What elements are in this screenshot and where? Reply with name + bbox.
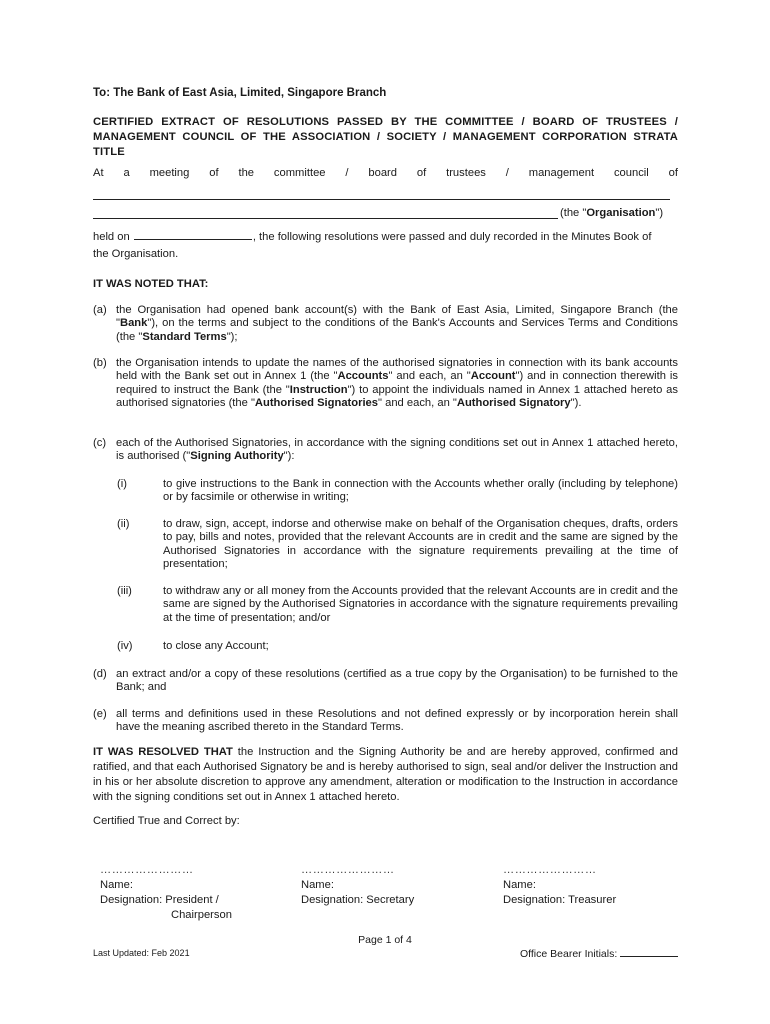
organisation-name-blank-line-1[interactable] (93, 199, 670, 200)
name-label: Name: (503, 879, 536, 891)
clause-a: (a) the Organisation had opened bank account(s) with the Bank of East Asia, Limited, Singapore Branch (the "Bank"), on the terms and subject to the conditions of the Bank's Accounts and Services Terms and Conditions (the "Standard Terms"); (93, 304, 678, 343)
clause-c: (c) each of the Authorised Signatories, in accordance with the signing conditions set out in Annex 1 attached hereto, is authorised ("Signing Authority"): (93, 437, 678, 463)
clause-c-i: (i) to give instructions to the Bank in connection with the Accounts whether orally (including by telephone) or by facsimile or otherwise in writing; (117, 478, 678, 504)
meeting-word: board (368, 167, 397, 179)
clause-c-iv: (iv) to close any Account; (117, 640, 269, 652)
designation-label: Designation: Secretary (301, 894, 415, 906)
meeting-word: of (668, 167, 678, 179)
clause-b: (b) the Organisation intends to update the names of the authorised signatories in connection with its bank accounts held with the Bank set out in Annex 1 (the "Accounts" and each, an "Account") and in connection therewith is required to instruct the Bank (the "Instruction") to appoint the individuals named in Annex 1 attached hereto as authorised signatories (the "Authorised Signatories" and each, an "Authorised Signatory"). (93, 357, 678, 409)
signature-block-president[interactable] (100, 863, 232, 923)
meeting-word: trustees (446, 167, 486, 179)
signature-line[interactable]: …………………… (503, 864, 597, 876)
meeting-word: the (238, 167, 255, 179)
meeting-word: At (93, 167, 104, 179)
meeting-word: management (528, 167, 595, 179)
clause-c-iii: (iii) to withdraw any or all money from the Accounts provided that the relevant Accounts are in credit and the same are signed by the Authorised Signatories in accordance with the signature requirements prevailing at the time of presentation; and/or (117, 585, 678, 624)
name-label: Name: (301, 879, 334, 891)
designation-label-cont: Chairperson (171, 909, 232, 921)
clause-c-ii: (ii) to draw, sign, accept, indorse and otherwise make on behalf of the Organisation cheques, drafts, orders to pay, bills and notes, provided that the relevant Accounts are in credit and the same are signed by the Authorised Signatories in accordance with the signature requirements prevailing at the time of presentation; (117, 518, 678, 570)
held-on-line: held on , the following resolutions were passed and duly recorded in the Minutes Book of (93, 228, 651, 243)
meeting-word: a (123, 167, 130, 179)
meeting-word: of (416, 167, 427, 179)
clause-e: (e) all terms and definitions used in these Resolutions and not defined expressly or by incorporation herein shall have the meaning ascribed thereto in the Standard Terms. (93, 708, 678, 734)
clause-d: (d) an extract and/or a copy of these resolutions (certified as a true copy by the Organisation) to be furnished to the Bank; and (93, 668, 678, 694)
meeting-word: / (345, 167, 349, 179)
meeting-word: meeting (149, 167, 190, 179)
designation-label: Designation: President / (100, 894, 219, 906)
held-on-line-tail: the Organisation. (93, 248, 179, 260)
meeting-word: council (613, 167, 649, 179)
meeting-line (93, 167, 678, 179)
signature-line[interactable]: …………………… (100, 864, 194, 876)
meeting-word: / (505, 167, 509, 179)
meeting-word: committee (273, 167, 326, 179)
meeting-date-blank[interactable] (134, 228, 252, 240)
signature-block-treasurer[interactable] (503, 863, 616, 908)
name-label: Name: (100, 879, 133, 891)
signature-block-secretary[interactable] (301, 863, 414, 908)
resolution-paragraph: IT WAS RESOLVED THAT the Instruction and the Signing Authority be and are hereby approved, confirmed and ratified, and that each Authorised Signatory be and is hereby authorised to sign, seal and/or deliver the Instruction and in his or her absolute discretion to approve any amendment, alteration or modification to the Instruction in accordance with the signing conditions set out in Annex 1 attached hereto. (93, 746, 678, 803)
organisation-name-blank-line-2[interactable] (93, 218, 558, 219)
last-updated: Last Updated: Feb 2021 (93, 948, 190, 958)
initials-blank[interactable] (620, 946, 678, 957)
signature-line[interactable]: …………………… (301, 864, 395, 876)
page-number: Page 1 of 4 (358, 934, 412, 946)
noted-heading: IT WAS NOTED THAT: (93, 278, 209, 290)
office-bearer-initials: Office Bearer Initials: (520, 946, 678, 960)
addressee: To: The Bank of East Asia, Limited, Singapore Branch (93, 87, 387, 99)
organisation-definition: (the "Organisation") (560, 207, 664, 219)
document-heading: CERTIFIED EXTRACT OF RESOLUTIONS PASSED BY THE COMMITTEE / BOARD OF TRUSTEES / MANAGEMENT COUNCIL OF THE ASSOCIATION / SOCIETY / MANAGEMENT CORPORATION STRATA TITLE (93, 116, 678, 158)
designation-label: Designation: Treasurer (503, 894, 617, 906)
meeting-word: of (209, 167, 219, 179)
certified-by: Certified True and Correct by: (93, 815, 240, 827)
